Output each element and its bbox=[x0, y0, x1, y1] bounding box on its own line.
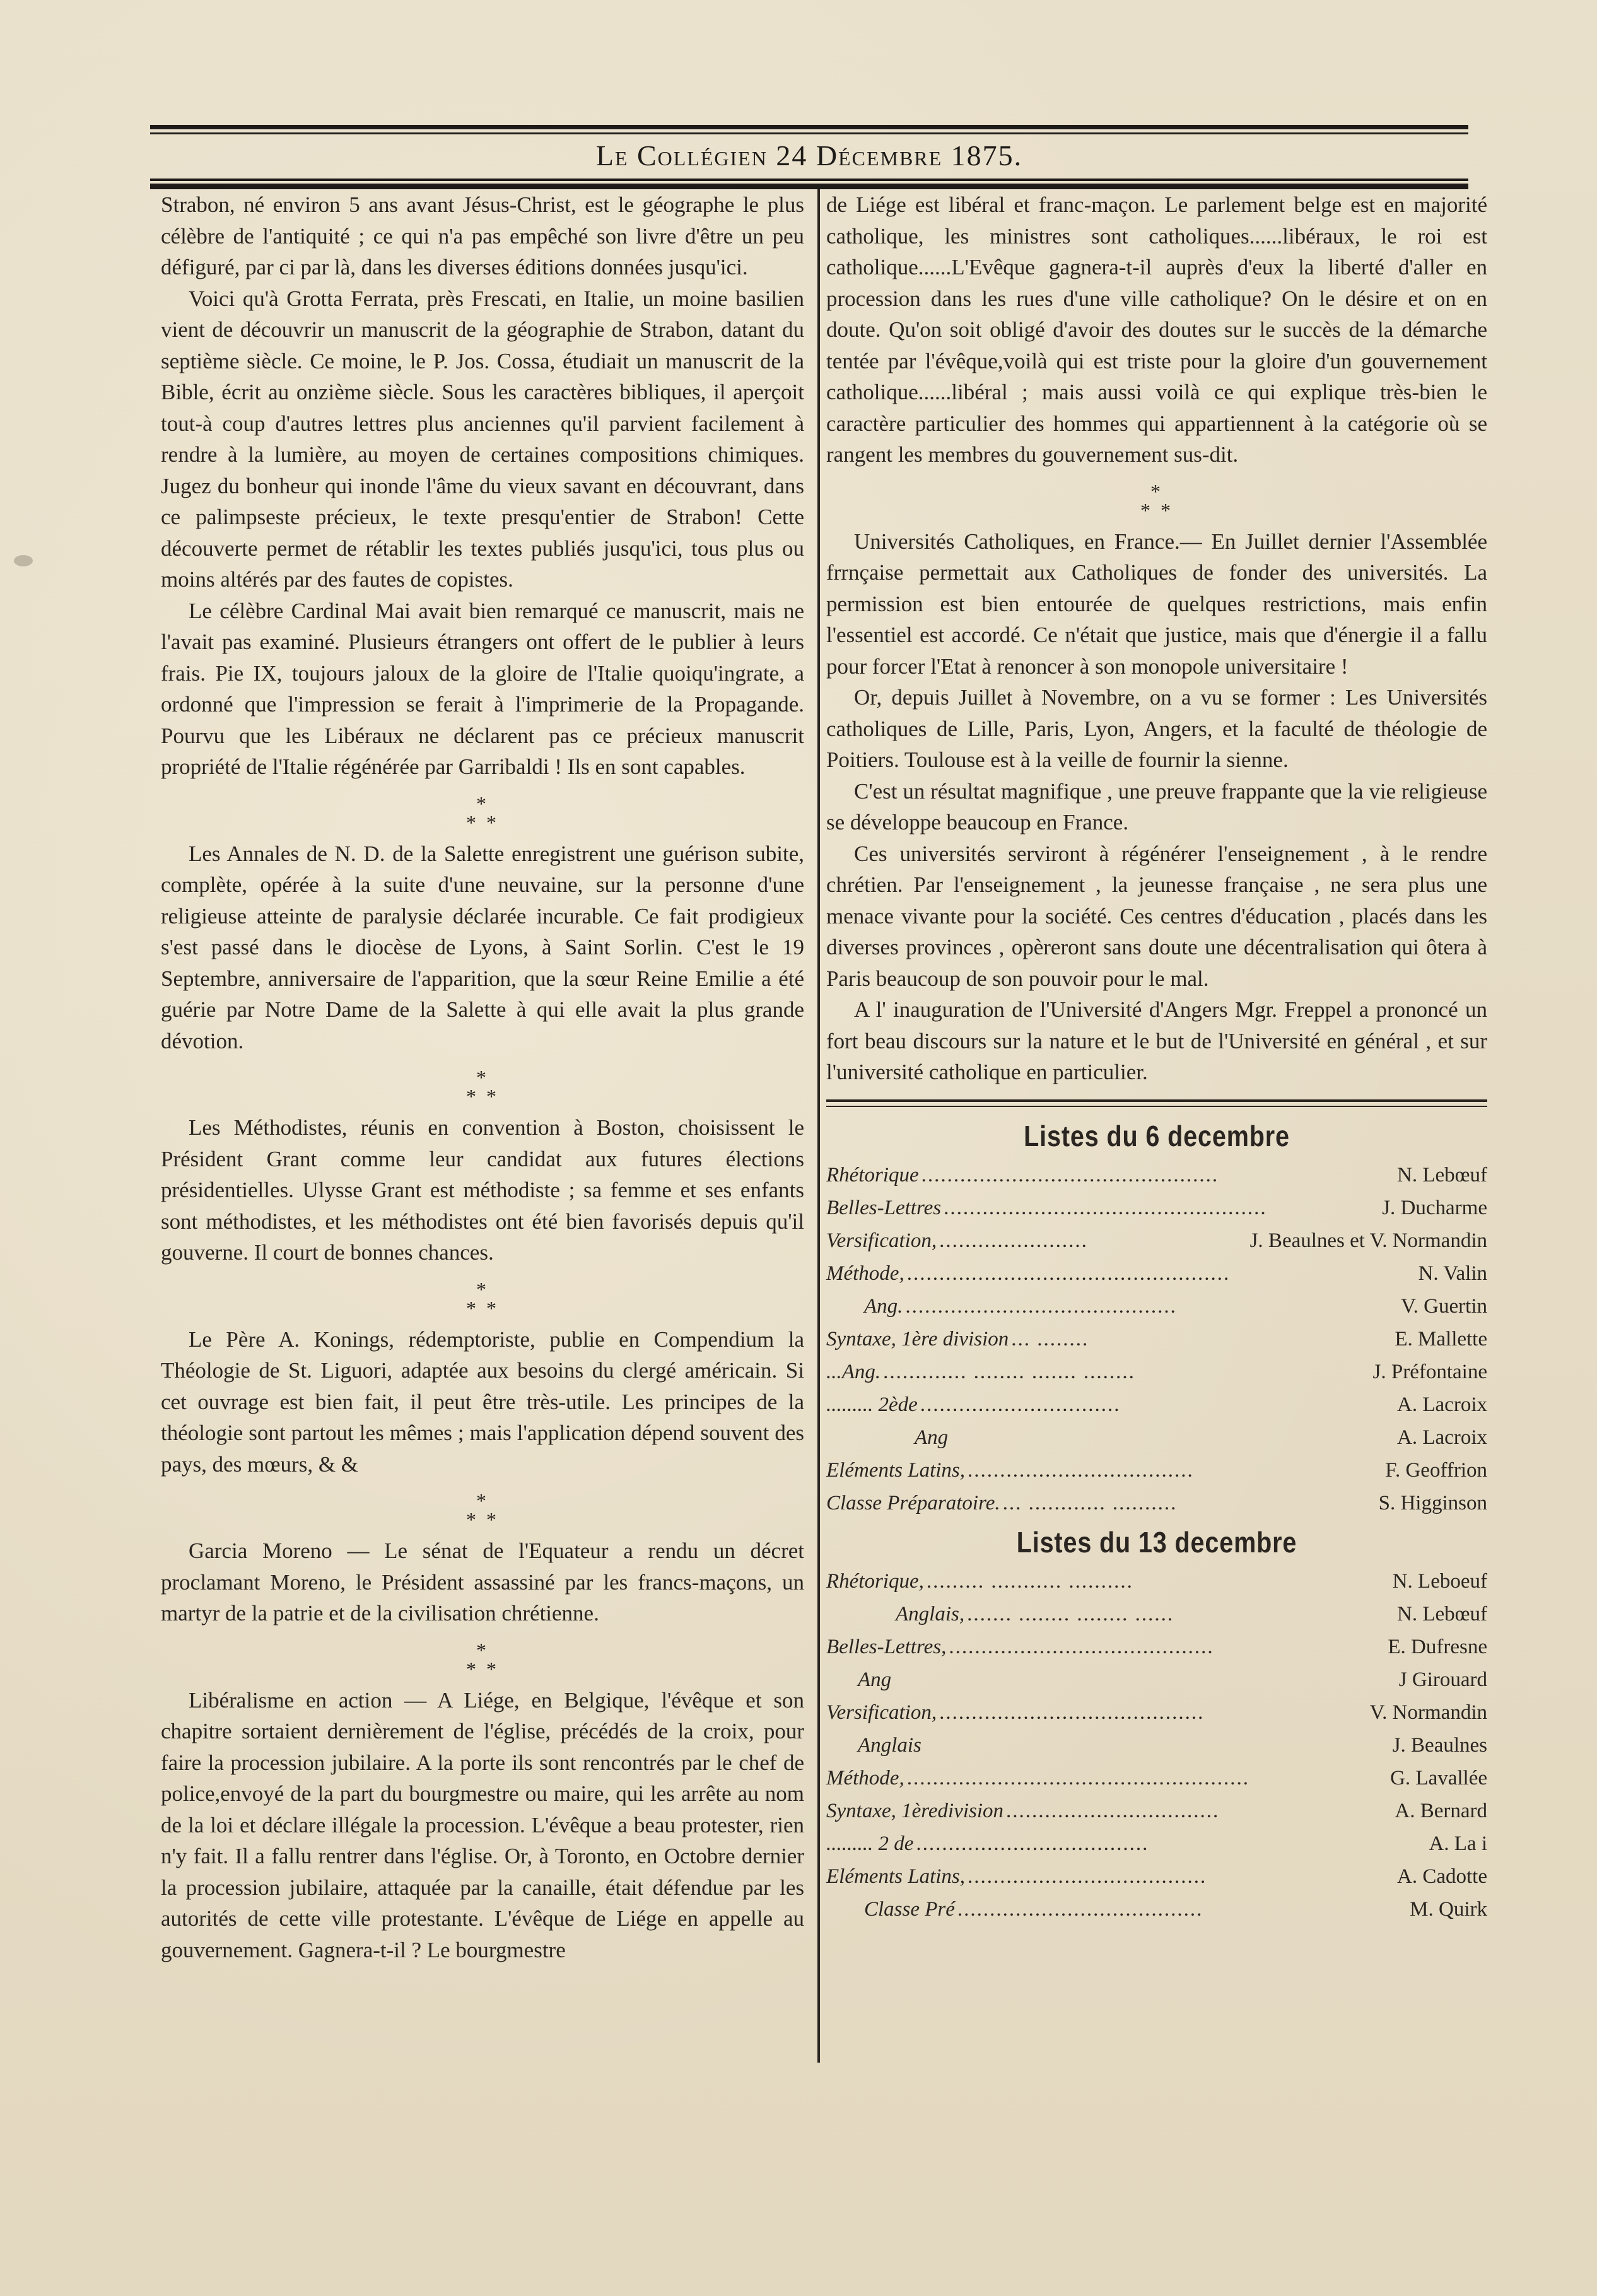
article-methodistes: Les Méthodistes, réunis en convention à Boston, choisissent le Président Grant comme leur candidat aux futures élections présidentielles. Ulysse Grant est méthodiste ; sa femme et ses enfants sont méthodistes, et les méthodistes ont été bien favorisés depuis qu'il gouverne. Il court de bonnes chances. bbox=[161, 1115, 804, 1265]
list-class-label: Anglais bbox=[858, 1733, 921, 1757]
list-leader-dots: ..................................................... bbox=[906, 1766, 1249, 1789]
honor-lists bbox=[826, 1113, 1487, 1926]
list-leader-dots: ................................... bbox=[968, 1458, 1194, 1482]
list-student-name: J. Ducharme bbox=[1382, 1196, 1487, 1219]
list-class-label: Versification, bbox=[826, 1701, 937, 1724]
list-class-label: Belles-Lettres bbox=[826, 1196, 942, 1219]
list-row bbox=[826, 1290, 1487, 1323]
list-class-label: Classe Pré bbox=[864, 1897, 955, 1921]
section-asterism: * * * bbox=[1140, 479, 1173, 522]
list-class-label: ......... 2 de bbox=[826, 1832, 914, 1855]
list-class-label: Classe Préparatoire. bbox=[826, 1491, 1000, 1514]
lists-separator-thin bbox=[826, 1106, 1487, 1107]
list-class-label: Ang bbox=[915, 1426, 949, 1449]
list-row bbox=[826, 1224, 1487, 1257]
list-student-name: A. Lacroix bbox=[1397, 1393, 1487, 1416]
list-leader-dots: .......................................... bbox=[905, 1294, 1177, 1318]
ink-smudge bbox=[14, 555, 33, 566]
list-class-label: Méthode, bbox=[826, 1262, 904, 1285]
list-leader-dots: ...................................... bbox=[957, 1897, 1203, 1921]
list-student-name: S. Higginson bbox=[1378, 1491, 1487, 1514]
list-student-name: J Girouard bbox=[1398, 1668, 1487, 1691]
list-class-label: Anglais, bbox=[896, 1602, 965, 1625]
article-angers: A l' inauguration de l'Université d'Angers Mgr. Freppel a prononcé un fort beau discours sur la nature et le but de l'Université en général , et sur l'université catholique en particulier. bbox=[826, 997, 1487, 1084]
list-student-name: V. Guertin bbox=[1401, 1294, 1487, 1318]
list-row bbox=[826, 1827, 1487, 1860]
list-leader-dots: ..................................... bbox=[968, 1865, 1207, 1888]
list-class-label: Versification, bbox=[826, 1229, 937, 1252]
list-student-name: J. Beaulnes et V. Normandin bbox=[1249, 1229, 1487, 1252]
article-salette: Les Annales de N. D. de la Salette enregistrent une guérison subite, complète, opérée à la suite d'une neuvaine, sur la personne d'une religieuse atteinte de paralysie déclarée incurable. Ce fait prodigieux s'est passé dans le diocèse de Lyons, à Saint Sorlin. C'est le 19 Septembre, anniversaire de l'apparition, que la sœur Reine Emilie a été guérie par Notre Dame de la Salette à qui elle avait la plus grande dévotion. bbox=[161, 841, 804, 1053]
list-class-label: Méthode, bbox=[826, 1766, 904, 1789]
list-student-name: F. Geoffrion bbox=[1385, 1458, 1487, 1482]
list-leader-dots: .................................... bbox=[916, 1832, 1149, 1855]
list-row bbox=[826, 1762, 1487, 1795]
masthead: Le Collégien 24 Décembre 1875. bbox=[595, 139, 1023, 172]
article-garcia-moreno: Garcia Moreno — Le sénat de l'Equateur a rendu un décret proclamant Moreno, le Président assassiné par les francs-maçons, un martyr de la patrie et de la civilisation chrétienne. bbox=[161, 1538, 804, 1625]
header-rule-top-thin bbox=[150, 132, 1468, 134]
list-student-name: E. Mallette bbox=[1395, 1327, 1487, 1350]
list-student-name: A. La i bbox=[1429, 1832, 1487, 1855]
list-class-label: Eléments Latins, bbox=[826, 1865, 965, 1888]
list-leader-dots: .................................................. bbox=[906, 1262, 1231, 1285]
header-rule-bottom bbox=[150, 184, 1468, 189]
list-student-name: N. Leboeuf bbox=[1392, 1569, 1487, 1593]
list-title: Listes du 6 decembre bbox=[1024, 1119, 1290, 1152]
article-universites: Universités Catholiques, en France.— En Juillet dernier l'Assemblée frrnçaise permettait aux Catholiques de fonder des universités. La permission est bien entourée de quelques restrictions, mais enfin l'essentiel est accordé. Ce n'était que justice, mais que d'énergie il a fallu pour forcer l'Etat à renoncer à son monopole universitaire ! bbox=[826, 529, 1487, 679]
list-leader-dots: ... ........ bbox=[1011, 1327, 1089, 1350]
article-strabon-discovery: Voici qu'à Grotta Ferrata, près Frescati, en Italie, un moine basilien vient de découvrir un manuscrit de la géographie de Strabon, datant du septième siècle. Ce moine, le P. Jos. Cossa, étudiait un manuscrit de la Bible, écrit au onzième siècle. Sous les caractères bibliques, il aperçoit tout-à coup d'autres lettres plus anciennes qu'il parvient facilement à rendre à la lumière, au moyen de certaines compositions chimiques. Jugez du bonheur qui inonde l'âme du vieux savant en découvrant, dans ce palimpseste précieux, le texte presqu'entier de Strabon! Cette découverte permet de rétablir les textes publiés jusqu'ici, tous plus ou moins altérés par des fautes de copistes. bbox=[161, 286, 804, 592]
list-row bbox=[826, 1860, 1487, 1893]
list-student-name: J. Préfontaine bbox=[1372, 1360, 1487, 1383]
list-row bbox=[826, 1893, 1487, 1926]
list-student-name: A. Lacroix bbox=[1397, 1426, 1487, 1449]
list-class-label: Syntaxe, 1ère division bbox=[826, 1327, 1009, 1350]
list-row bbox=[826, 1663, 1487, 1696]
list-row bbox=[826, 1323, 1487, 1356]
article-liberalisme: Libéralisme en action — A Liége, en Belgique, l'évêque et son chapitre sortaient dernièrement de l'église, précédés de la croix, pour faire la procession jubilaire. A la porte ils sont rencontrés par le chef de police,envoyé de la part du bourgmestre ou maire, qui les arrête au nom de la loi et déclare illégale la procession. L'évêque a beau protester, rien n'y fait. Il a fallu rentrer dans l'église. Or, à Toronto, en Octobre dernier la procession jubilaire, attaquée par la canaille, était défendue par les autorités de cette ville protestante. L'évêque de Liége en appelle au gouvernement. Gagnera-t-il ? Le bourgmestre bbox=[161, 1687, 804, 1962]
list-class-label: Ang. bbox=[864, 1294, 903, 1318]
list-student-name: V. Normandin bbox=[1369, 1701, 1487, 1724]
list-leader-dots: ... ............ .......... bbox=[1002, 1491, 1178, 1514]
section-asterism: * * * bbox=[466, 1066, 499, 1108]
article-strabon-intro: Strabon, né environ 5 ans avant Jésus-Christ, est le géographe le plus célèbre de l'antiquité ; ce qui n'a pas empêché son livre d'être un peu défiguré, par ci par là, dans les diverses éditions données jusqu'ici. bbox=[161, 192, 804, 279]
list-row bbox=[826, 1696, 1487, 1729]
list-row bbox=[826, 1487, 1487, 1520]
left-column bbox=[161, 189, 804, 1965]
list-leader-dots: ............................... bbox=[920, 1393, 1121, 1416]
list-student-name: N. Lebœuf bbox=[1397, 1163, 1487, 1186]
list-row bbox=[826, 1454, 1487, 1487]
article-strabon-publication: Le célèbre Cardinal Mai avait bien remarqué ce manuscrit, mais ne l'avait pas examiné. Plusieurs étrangers ont offert de le publier à leurs frais. Pie IX, toujours jaloux de la gloire de l'Italie quoiqu'ingrate, a ordonné que l'impression se ferait à l'imprimerie de la Propagande. Pourvu que les Libéraux ne déclarent pas ce précieux manuscrit propriété de l'Italie régénérée par Garribaldi ! Ils en sont capables. bbox=[161, 598, 804, 779]
list-row bbox=[826, 1565, 1487, 1598]
header-rule-top bbox=[150, 125, 1468, 129]
list-row bbox=[826, 1257, 1487, 1290]
list-class-label: Rhétorique, bbox=[826, 1569, 924, 1593]
list-row bbox=[826, 1795, 1487, 1827]
list-student-name: J. Beaulnes bbox=[1392, 1733, 1487, 1757]
list-row bbox=[826, 1192, 1487, 1224]
section-asterism: * * * bbox=[466, 1277, 499, 1320]
list-row bbox=[826, 1729, 1487, 1762]
list-student-name: N. Valin bbox=[1418, 1262, 1487, 1285]
list-class-label: Syntaxe, 1èredivision bbox=[826, 1799, 1004, 1822]
list-leader-dots: ......................................... bbox=[939, 1701, 1205, 1724]
list-row bbox=[826, 1631, 1487, 1663]
list-leader-dots: .............................................. bbox=[921, 1163, 1219, 1186]
list-class-label: Eléments Latins, bbox=[826, 1458, 965, 1482]
list-class-label: Rhétorique bbox=[826, 1163, 919, 1186]
header-rule-bottom-thin bbox=[150, 179, 1468, 181]
list-class-label: Belles-Lettres, bbox=[826, 1635, 947, 1658]
list-student-name: N. Lebœuf bbox=[1397, 1602, 1487, 1625]
list-leader-dots: ......... ........... .......... bbox=[926, 1569, 1133, 1593]
list-leader-dots: .................................................. bbox=[944, 1196, 1267, 1219]
article-universites-resultat: C'est un résultat magnifique , une preuve frappante que la vie religieuse se développe beaucoup en France. bbox=[826, 778, 1487, 835]
list-leader-dots: ....................... bbox=[939, 1229, 1088, 1252]
list-row bbox=[826, 1421, 1487, 1454]
lists-separator bbox=[826, 1099, 1487, 1102]
list-leader-dots: ............. ........ ....... ........ bbox=[883, 1360, 1135, 1383]
section-asterism: * * * bbox=[466, 1489, 499, 1531]
list-student-name: G. Lavallée bbox=[1390, 1766, 1487, 1789]
list-student-name: A. Bernard bbox=[1395, 1799, 1487, 1822]
list-row bbox=[826, 1159, 1487, 1192]
list-row bbox=[826, 1356, 1487, 1388]
list-leader-dots: ................................. bbox=[1006, 1799, 1220, 1822]
list-row bbox=[826, 1598, 1487, 1631]
article-konings: Le Père A. Konings, rédemptoriste, publie en Compendium la Théologie de St. Liguori, adaptée aux besoins du clergé américain. Si cet ouvrage est bien fait, il peut être très-utile. Les principes de la théologie sont partout les mêmes ; mais l'application dépend souvent des pays, des mœurs, & & bbox=[161, 1327, 804, 1477]
list-student-name: A. Cadotte bbox=[1397, 1865, 1487, 1888]
article-liberalisme-cont: de Liége est libéral et franc-maçon. Le parlement belge est en majorité catholique, les ministres sont catholiques......libéraux, le roi est catholique......L'Evêque gagnera-t-il auprès d'eux la liberté d'aller en procession dans les rues d'une ville catholique? On le désire et on en doute. Qu'on soit obligé d'avoir des doutes sur le succès de la démarche tentée par l'évêque,voilà qui est triste pour la gloire d'un gouvernement catholique......libéral ; mais aussi voilà ce qui explique très-bien le caractère particulier des hommes qui appartiennent à la catégorie où se rangent les membres du gouvernement sus-dit. bbox=[826, 192, 1487, 467]
list-row bbox=[826, 1388, 1487, 1421]
section-asterism: * * * bbox=[466, 1638, 499, 1680]
article-universites-liste: Or, depuis Juillet à Novembre, on a vu se former : Les Universités catholiques de Lille, Paris, Lyon, Angers, et la faculté de théologie de Poitiers. Toulouse est à la veille de fournir la sienne. bbox=[826, 685, 1487, 772]
list-class-label: ......... 2ède bbox=[826, 1393, 918, 1416]
column-divider bbox=[817, 189, 820, 2063]
list-student-name: E. Dufresne bbox=[1388, 1635, 1487, 1658]
list-class-label: ...Ang. bbox=[826, 1360, 881, 1383]
right-column bbox=[826, 189, 1487, 1926]
list-student-name: M. Quirk bbox=[1410, 1897, 1487, 1921]
list-class-label: Ang bbox=[858, 1668, 892, 1691]
article-universites-role: Ces universités serviront à régénérer l'enseignement , à le rendre chrétien. Par l'enseignement , la jeunesse française , ne sera plus une menace vivante pour la société. Ces centres d'éducation , placés dans les diverses provinces , opèreront sans doute une décentralisation qui ôtera à Paris beaucoup de son pouvoir pour le mal. bbox=[826, 841, 1487, 991]
list-leader-dots: ......................................... bbox=[949, 1635, 1214, 1658]
list-leader-dots: ....... ........ ........ ...... bbox=[967, 1602, 1174, 1625]
section-asterism: * * * bbox=[466, 792, 499, 834]
list-title: Listes du 13 decembre bbox=[1016, 1525, 1297, 1559]
